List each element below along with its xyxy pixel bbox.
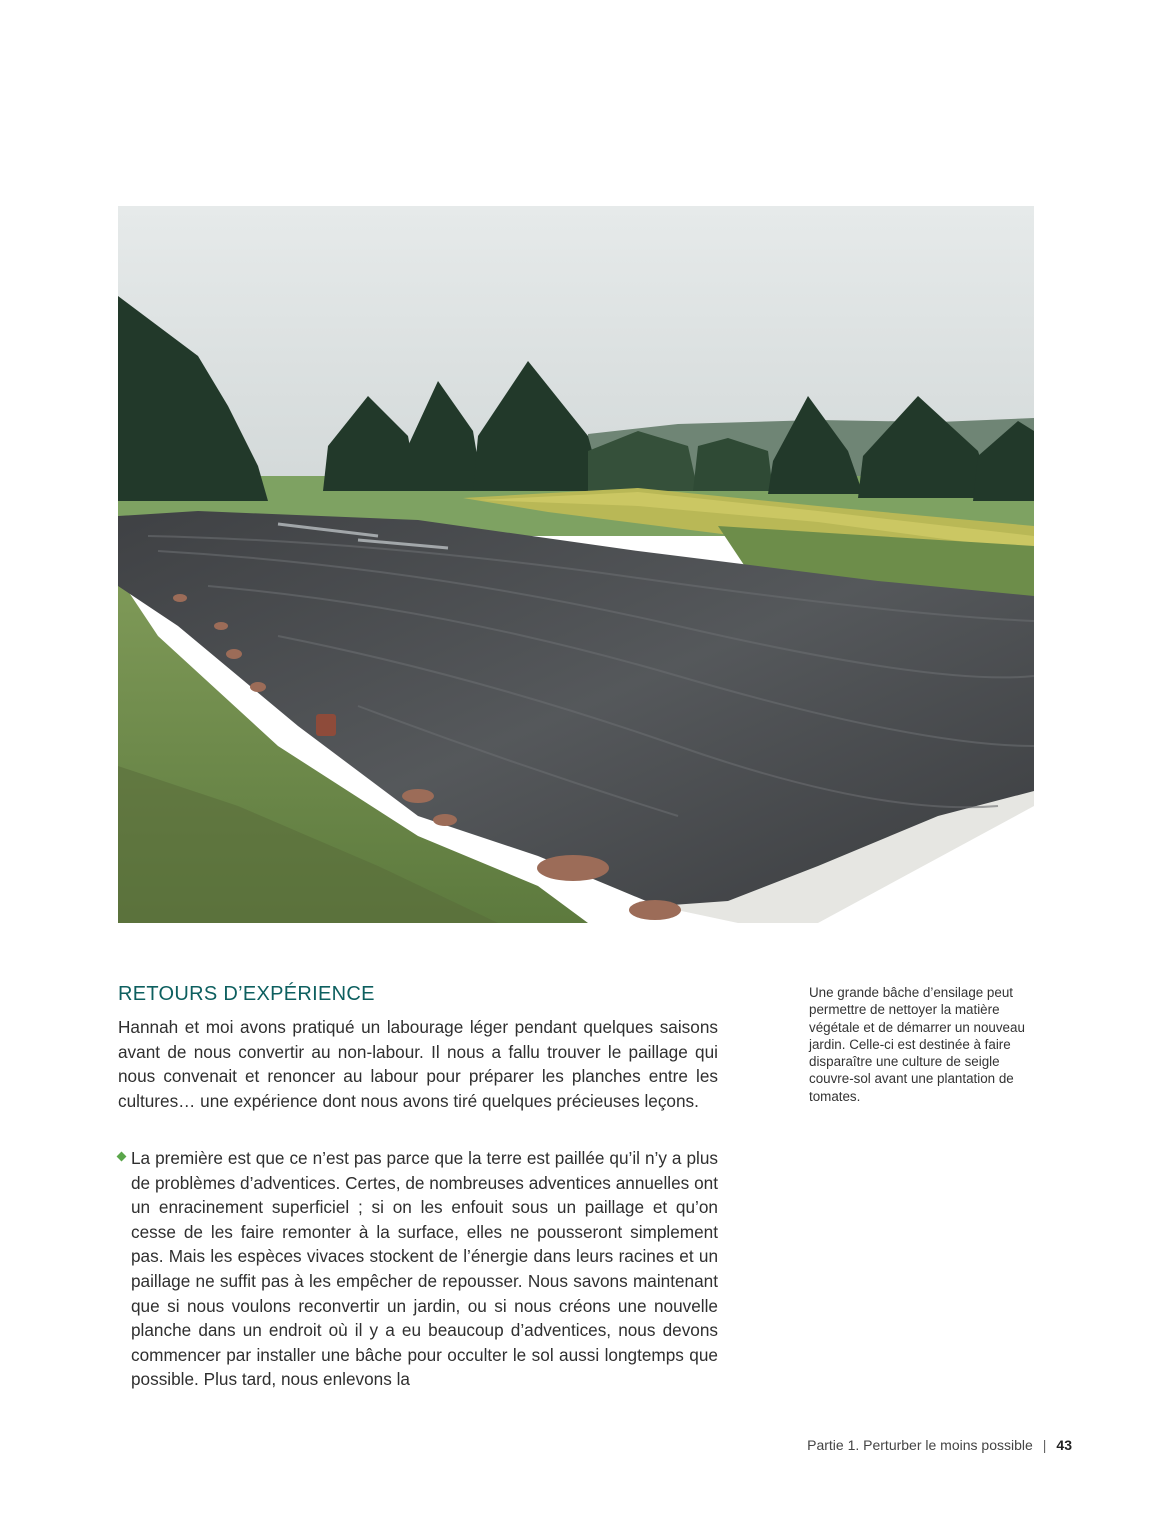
tarp-photo <box>118 206 1034 923</box>
photo-caption: Une grande bâche d’ensilage peut permettre de nettoyer la matière végétale et de démarrer un nouveau jardin. Celle-ci est destinée à faire disparaître une culture de seigle couvre-sol avant une plantation de tomates. <box>809 985 1025 1104</box>
intro-paragraph: Hannah et moi avons pratiqué un labourage léger pendant quelques saisons avant de nous convertir au non-labour. Il nous a fallu trouver le paillage qui nous convenait et renoncer au labour pour préparer les planches entre les cultures… une expérience dont nous avons tiré quelques précieuses leçons. <box>118 1017 718 1111</box>
tarp-photo-illustration <box>118 206 1034 923</box>
diamond-bullet-icon <box>117 1152 127 1162</box>
bullet-list-item <box>118 1146 718 1392</box>
page-footer <box>807 1437 1072 1453</box>
footer-separator: | <box>1042 1437 1047 1453</box>
page-number: 43 <box>1056 1437 1072 1453</box>
footer-section-title: Partie 1. Perturber le moins possible <box>807 1437 1033 1453</box>
bullet-paragraph: La première est que ce n’est pas parce que la terre est paillée qu’il n’y a plus de problèmes d’adventices. Certes, de nombreuses adventices annuelles ont un enracinement superficiel ; si on les enfouit sous un paillage et qu’on cesse de les faire remonter à la surface, elles ne pousseront simplement pas. Mais les espèces vivaces stockent de l’énergie dans leurs racines et un paillage ne suffit pas à les empêcher de repousser. Nous savons maintenant que si nous voulons reconvertir un jardin, ou si nous créons une nouvelle planche dans un endroit où il y a eu beaucoup d’adventices, nous devons commencer par installer une bâche pour occulter le sol aussi longtemps que possible. Plus tard, nous enlevons la <box>131 1148 718 1390</box>
section-heading: RETOURS D’EXPÉRIENCE <box>118 983 375 1005</box>
